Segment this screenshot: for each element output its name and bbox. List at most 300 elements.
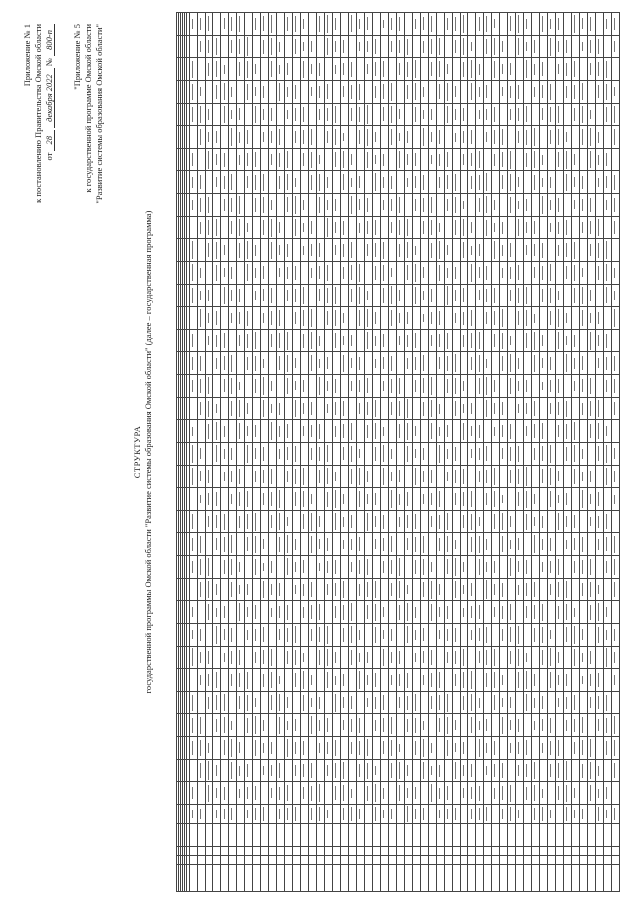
table-cell [253,856,261,865]
table-cell [293,624,301,647]
illegible-text [542,358,543,368]
illegible-text [247,223,248,233]
table-cell [516,782,524,805]
illegible-text [590,40,591,53]
table-cell [340,847,348,856]
illegible-text [494,403,495,413]
table-row [548,13,556,892]
table-cell [205,691,213,714]
table-cell [253,194,261,217]
table-cell [277,556,285,579]
table-cell [404,375,412,398]
illegible-text [550,200,551,210]
table-cell [253,216,261,239]
illegible-text [311,309,312,327]
illegible-text [367,513,368,531]
illegible-text [558,309,559,327]
table-cell [516,714,524,737]
illegible-text [407,312,408,325]
illegible-text [224,653,225,663]
table-cell [197,126,205,149]
table-cell [516,148,524,171]
illegible-text [439,695,440,710]
illegible-text [200,809,201,820]
table-cell [572,782,580,805]
illegible-text [526,694,527,711]
table-cell [317,171,325,194]
illegible-text [335,763,336,777]
table-cell [213,824,221,847]
table-cell [452,805,460,824]
table-cell [388,488,396,511]
table-cell [580,691,588,714]
table-cell [245,35,253,58]
illegible-text [431,62,432,76]
table-cell [452,510,460,533]
table-cell [572,646,580,669]
table-cell [420,13,428,36]
table-cell [348,13,356,36]
table-cell [508,669,516,692]
illegible-text [231,290,232,300]
table-cell [325,865,333,892]
table-cell [484,239,492,262]
number-prefix: № [44,57,54,67]
table-cell [356,397,364,420]
illegible-text [375,243,376,257]
table-cell [564,737,572,760]
illegible-text [542,469,543,483]
table-row [500,13,508,892]
illegible-text [351,446,352,462]
table-cell [301,465,309,488]
illegible-text [200,129,201,145]
table-cell [611,691,619,714]
illegible-text [343,605,344,620]
table-cell [412,216,420,239]
table-cell [229,329,237,352]
table-cell [309,533,317,556]
illegible-text [231,87,232,97]
illegible-text [192,334,193,348]
illegible-text [263,807,264,821]
illegible-text [295,469,296,483]
table-cell [317,375,325,398]
illegible-text [439,84,440,99]
illegible-text [343,86,344,97]
table-cell [253,81,261,104]
illegible-text [224,606,225,618]
illegible-text [431,39,432,54]
illegible-text [216,177,217,187]
illegible-text [494,380,495,391]
table-cell [580,329,588,352]
table-cell [293,420,301,443]
table-cell [444,847,452,856]
illegible-text [534,314,535,323]
table-cell [261,556,269,579]
table-cell [364,533,372,556]
table-cell [516,646,524,669]
table-cell [404,216,412,239]
table-cell [380,126,388,149]
table-cell [532,81,540,104]
illegible-text [351,539,352,550]
table-cell [476,601,484,624]
table-cell [229,782,237,805]
illegible-text [447,268,448,278]
table-cell [333,284,341,307]
illegible-text [375,86,376,98]
table-cell [293,737,301,760]
table-cell [380,81,388,104]
illegible-text [526,42,527,52]
illegible-text [598,178,599,187]
illegible-text [247,130,248,144]
illegible-text [192,648,193,666]
illegible-text [255,356,256,372]
table-cell [197,58,205,81]
illegible-text [423,808,424,820]
illegible-text [391,268,392,277]
illegible-text [566,674,567,687]
table-cell [540,58,548,81]
table-cell [595,307,603,330]
table-cell [309,805,317,824]
illegible-text [542,266,543,280]
table-cell [484,646,492,669]
table-cell [253,782,261,805]
table-cell [221,601,229,624]
table-cell [492,126,500,149]
table-cell [301,737,309,760]
table-cell [213,556,221,579]
illegible-text [494,61,495,78]
table-cell [364,669,372,692]
table-cell [603,865,611,892]
illegible-text [566,174,567,191]
table-cell [197,782,205,805]
illegible-text [359,741,360,755]
table-cell [444,375,452,398]
table-row [484,13,492,892]
illegible-text [566,132,567,142]
table-cell [237,714,245,737]
table-cell [277,669,285,692]
illegible-text [518,311,519,324]
table-cell [412,284,420,307]
table-cell [388,737,396,760]
illegible-text [399,220,400,234]
table-cell [595,171,603,194]
illegible-text [231,401,232,416]
table-cell [444,737,452,760]
illegible-text [415,333,416,347]
table-cell [348,714,356,737]
table-cell [221,216,229,239]
illegible-text [319,807,320,821]
table-cell [189,262,197,285]
table-cell [197,856,205,865]
illegible-text [239,312,240,324]
table-cell [237,601,245,624]
table-cell [564,465,572,488]
illegible-text [510,470,511,483]
table-cell [325,171,333,194]
table-cell [412,737,420,760]
illegible-text [590,739,591,757]
illegible-text [558,425,559,437]
table-cell [572,148,580,171]
illegible-text [415,741,416,755]
table-cell [580,488,588,511]
table-cell [253,171,261,194]
illegible-text [271,672,272,688]
table-cell [540,669,548,692]
table-cell [293,284,301,307]
illegible-text [279,763,280,777]
table-cell [356,262,364,285]
table-cell [595,865,603,892]
illegible-text [279,403,280,415]
table-cell [436,194,444,217]
table-cell [404,35,412,58]
illegible-text [391,652,392,662]
table-cell [269,578,277,601]
illegible-text [239,16,240,33]
table-cell [301,824,309,847]
table-cell [325,284,333,307]
table-cell [500,601,508,624]
table-cell [404,194,412,217]
table-cell [468,239,476,262]
table-cell [564,510,572,533]
illegible-text [311,175,312,190]
illegible-text [399,244,400,257]
illegible-text [295,266,296,280]
illegible-text [590,63,591,74]
illegible-text [439,357,440,369]
illegible-text [542,155,543,165]
table-cell [364,262,372,285]
table-cell [412,307,420,330]
illegible-text [279,537,280,552]
illegible-text [598,358,599,368]
table-cell [476,510,484,533]
table-cell [213,126,221,149]
illegible-text [271,38,272,55]
illegible-text [367,425,368,438]
table-cell [253,865,261,892]
illegible-text [455,401,456,417]
illegible-text [295,196,296,214]
illegible-text [558,106,559,124]
table-cell [261,13,269,36]
table-cell [261,737,269,760]
illegible-text [239,335,240,346]
table-cell [285,533,293,556]
illegible-text [303,107,304,122]
table-cell [532,171,540,194]
illegible-text [479,425,480,438]
table-cell [277,443,285,466]
illegible-text [566,40,567,54]
illegible-text [271,695,272,710]
table-cell [237,824,245,847]
table-cell [595,510,603,533]
table-cell [348,510,356,533]
table-cell [603,646,611,669]
table-cell [492,329,500,352]
table-cell [317,847,325,856]
table-cell [556,13,564,36]
illegible-text [590,378,591,394]
illegible-text [558,675,559,685]
table-cell [325,691,333,714]
illegible-text [415,653,416,662]
table-cell [396,352,404,375]
illegible-text [550,107,551,122]
illegible-text [287,628,288,642]
illegible-text [255,605,256,618]
illegible-text [423,221,424,234]
illegible-text [606,718,607,733]
table-cell [492,103,500,126]
table-cell [245,81,253,104]
table-cell [293,307,301,330]
illegible-text [614,379,615,393]
illegible-text [216,404,217,413]
table-cell [237,782,245,805]
table-cell [340,601,348,624]
illegible-text [263,197,264,213]
illegible-text [263,743,264,753]
table-cell [213,58,221,81]
illegible-text [439,177,440,188]
illegible-text [590,424,591,438]
table-cell [229,35,237,58]
table-cell [420,216,428,239]
table-cell [588,714,596,737]
illegible-text [287,355,288,372]
illegible-text [239,289,240,302]
table-cell [229,510,237,533]
table-cell [500,58,508,81]
table-cell [261,465,269,488]
table-cell [388,691,396,714]
illegible-text [614,198,615,211]
table-cell [396,646,404,669]
illegible-text [550,380,551,391]
table-cell [532,510,540,533]
table-cell [468,443,476,466]
illegible-text [455,220,456,234]
table-cell [380,58,388,81]
table-cell [516,103,524,126]
table-cell [205,465,213,488]
illegible-text [518,358,519,369]
illegible-text [263,650,264,664]
table-cell [548,691,556,714]
illegible-text [383,718,384,732]
illegible-text [598,492,599,505]
table-cell [588,691,596,714]
table-cell [301,510,309,533]
illegible-text [550,223,551,232]
table-cell [460,601,468,624]
table-cell [532,397,540,420]
illegible-text [479,378,480,393]
table-cell [572,35,580,58]
table-cell [317,81,325,104]
table-cell [556,194,564,217]
table-row [213,13,221,892]
table-cell [588,782,596,805]
illegible-text [510,743,511,752]
table-cell [603,443,611,466]
table-cell [364,13,372,36]
table-cell [611,148,619,171]
illegible-text [439,607,440,617]
table-cell [364,737,372,760]
illegible-text [343,424,344,438]
table-cell [436,58,444,81]
illegible-text [598,446,599,461]
illegible-text [518,538,519,550]
table-cell [197,35,205,58]
illegible-text [351,469,352,484]
table-cell [540,737,548,760]
illegible-text [231,651,232,664]
structure-table [176,12,620,892]
table-cell [404,239,412,262]
table-cell [285,35,293,58]
table-cell [468,216,476,239]
illegible-text [463,15,464,32]
illegible-text [255,559,256,575]
table-cell [540,262,548,285]
table-cell [580,375,588,398]
illegible-text [439,61,440,77]
table-cell [261,126,269,149]
table-cell [396,216,404,239]
illegible-text [216,358,217,369]
illegible-text [327,561,328,573]
illegible-text [510,197,511,213]
illegible-text [335,152,336,166]
illegible-text [327,626,328,644]
table-cell [221,805,229,824]
illegible-text [208,132,209,142]
illegible-text [295,807,296,822]
table-cell [540,126,548,149]
illegible-text [439,265,440,281]
illegible-text [319,266,320,279]
table-cell [556,805,564,824]
table-cell [548,126,556,149]
table-cell [564,714,572,737]
table-cell [293,239,301,262]
table-cell [460,759,468,782]
illegible-text [192,630,193,639]
illegible-text [526,787,527,800]
table-cell [532,533,540,556]
table-cell [237,624,245,647]
table-cell [205,307,213,330]
table-cell [285,465,293,488]
table-cell [261,759,269,782]
illegible-text [566,785,567,802]
